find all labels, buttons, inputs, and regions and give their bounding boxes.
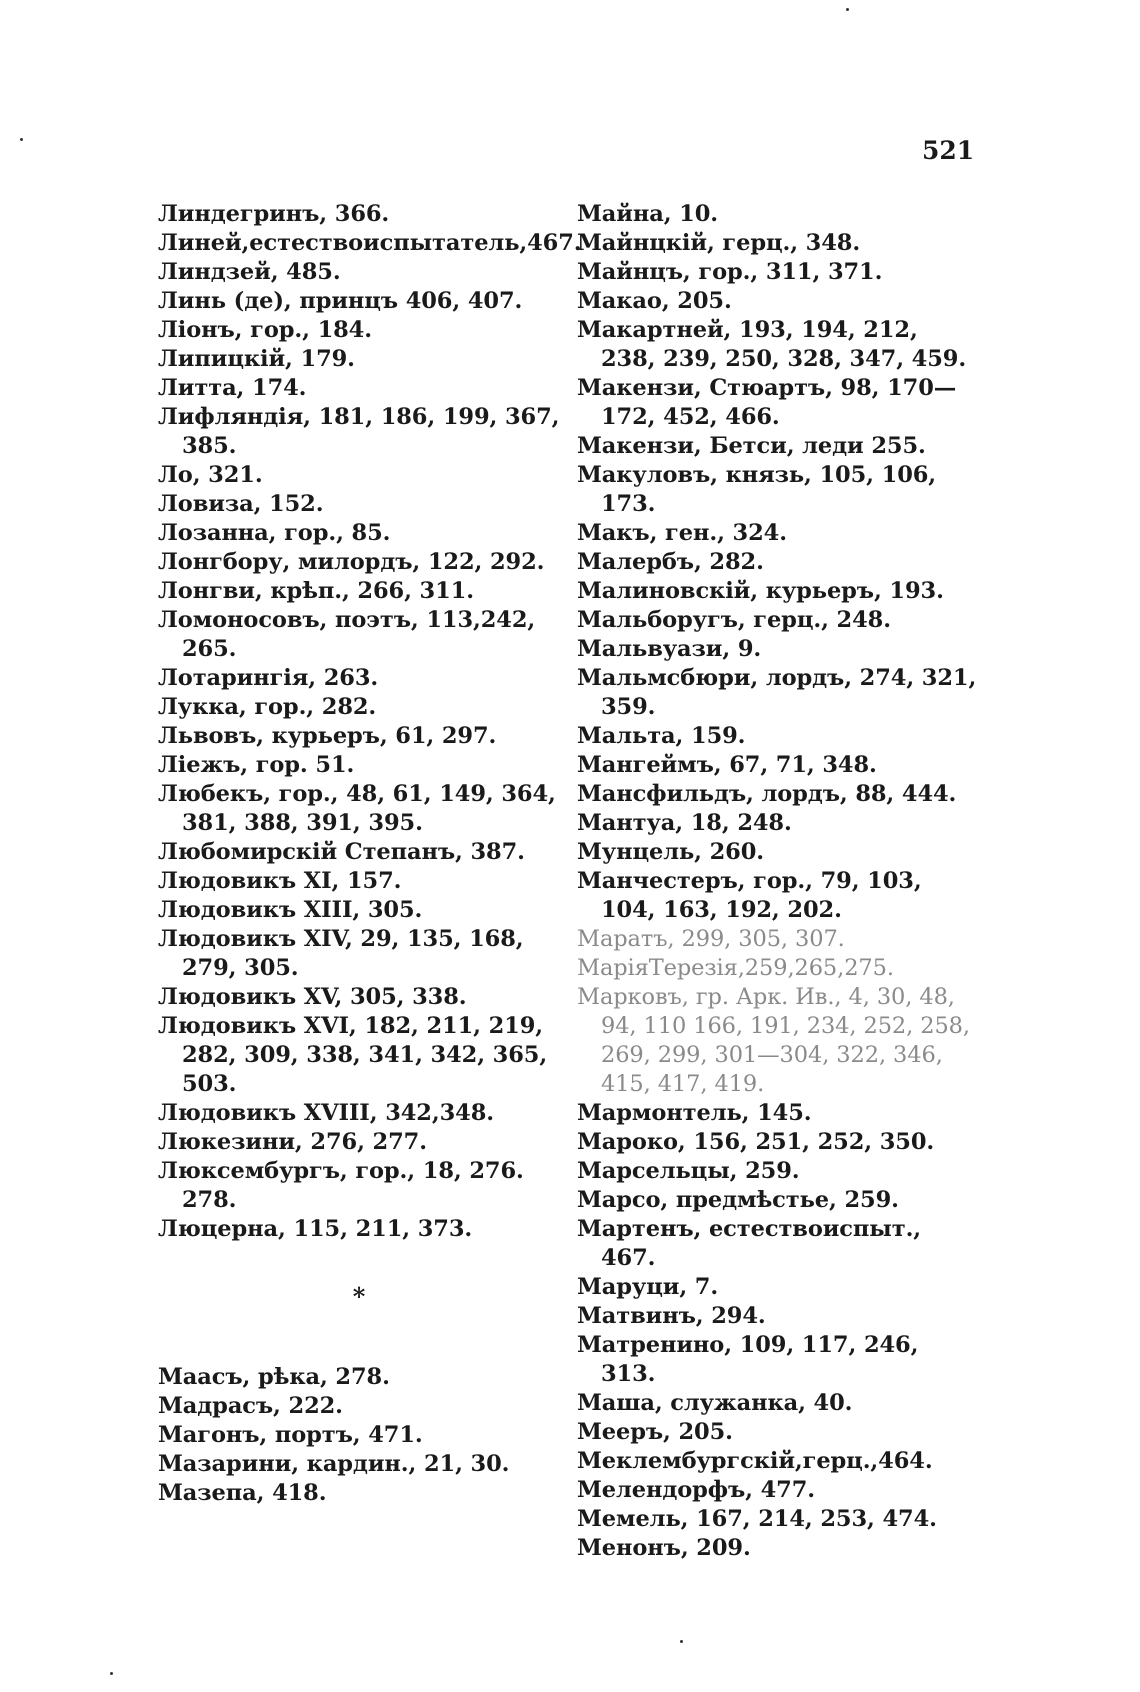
index-entry: Линь (де), принцъ 406, 407. [158,288,523,314]
index-entry: Любомирскій Степанъ, 387. [158,839,525,865]
index-entry: Мальвуази, 9. [577,636,762,662]
index-entry: Матренино, 109, 117, 246, 313. [577,1332,919,1387]
index-entry: Мадрасъ, 222. [158,1393,343,1419]
index-entry: Мармонтель, 145. [577,1100,812,1126]
index-entry: Маруци, 7. [577,1274,719,1300]
index-entry: Ло, 321. [158,462,263,488]
index-entry: Лонгви, крѣп., 266, 311. [158,578,474,604]
index-entry: Мальборугъ, герц., 248. [577,607,891,633]
index-entry: Мальмсбюри, лордъ, 274, 321, 359. [577,665,977,720]
index-entry: Малиновскій, курьеръ, 193. [577,578,944,604]
index-entry: Макао, 205. [577,288,732,314]
index-entry: Линдзей, 485. [158,259,341,285]
index-entry: Мансфильдъ, лордъ, 88, 444. [577,781,957,807]
index-entry: Мартенъ, естествоиспыт., 467. [577,1216,922,1271]
index-entry: Макъ, ген., 324. [577,520,787,546]
index-entry: Макензи, Бетси, леди 255. [577,433,926,459]
index-entry: Мазепа, 418. [158,1480,327,1506]
index-entry: Майнцкій, герц., 348. [577,230,861,256]
index-entry: Лотарингія, 263. [158,665,379,691]
index-entry: МаріяТерезія,259,265,275. [577,955,894,981]
index-entry: Маша, служанка, 40. [577,1390,853,1416]
index-entry: Макуловъ, князь, 105, 106, 173. [577,462,937,517]
print-speck [110,1672,113,1675]
index-entry: Лонгбору, милордъ, 122, 292. [158,549,545,575]
index-entry: Макензи, Стюартъ, 98, 170—172, 452, 466. [577,375,957,430]
index-entry: Людовикъ XIII, 305. [158,897,423,923]
index-entry: Мангеймъ, 67, 71, 348. [577,752,877,778]
index-entry: Марсельцы, 259. [577,1158,800,1184]
index-entry: Людовикъ XI, 157. [158,868,402,894]
index-entry: Лукка, гор., 282. [158,694,377,720]
index-entry: Марковъ, гр. Арк. Ив., 4, 30, 48, 94, 110 166, 191, 234, 252, 258, 269, 299, 301—304, 322, 346, 415, 417, 419. [577,984,970,1097]
index-entry: Мееръ, 205. [577,1419,733,1445]
print-speck [20,138,23,141]
index-entry: Марсо, предмѣстье, 259. [577,1187,899,1213]
index-entry: Ломоносовъ, поэтъ, 113,242, 265. [158,607,536,662]
index-column-right [577,200,979,1563]
index-entry: Ловиза, 152. [158,491,324,517]
index-entry: Майна, 10. [577,201,719,227]
index-entry: Люксембургъ, гор., 18, 276. 278. [158,1158,524,1213]
index-entry: Ліежъ, гор. 51. [158,752,355,778]
index-column-left [158,200,582,1508]
index-entry: Меклембургскій,герц.,464. [577,1448,933,1474]
index-entry: Людовикъ XVIII, 342,348. [158,1100,494,1126]
index-entry: Мемель, 167, 214, 253, 474. [577,1506,937,1532]
index-entry: Магонъ, портъ, 471. [158,1422,423,1448]
index-entry: Маратъ, 299, 305, 307. [577,926,845,952]
index-entry: Лозанна, гор., 85. [158,520,391,546]
index-entry: Менонъ, 209. [577,1535,751,1561]
index-entry: Людовикъ XV, 305, 338. [158,984,467,1010]
index-entry: Маасъ, рѣка, 278. [158,1364,390,1390]
index-entry: Мелендорфъ, 477. [577,1477,816,1503]
index-entry: Макартней, 193, 194, 212, 238, 239, 250, 328, 347, 459. [577,317,967,372]
index-entry: Лифляндія, 181, 186, 199, 367, 385. [158,404,560,459]
index-entry: Любекъ, гор., 48, 61, 149, 364, 381, 388, 391, 395. [158,781,556,836]
print-speck [846,8,849,11]
index-entry: Манчестеръ, гор., 79, 103, 104, 163, 192, 202. [577,868,922,923]
index-entry: Матвинъ, 294. [577,1303,766,1329]
index-entry: Мантуа, 18, 248. [577,810,792,836]
section-separator: * [352,1282,366,1311]
index-entry: Линей,естествоиспытатель,467. [158,230,582,256]
index-entry: Мальта, 159. [577,723,746,749]
index-entry: Люцерна, 115, 211, 373. [158,1216,473,1242]
index-entry: Людовикъ XVI, 182, 211, 219, 282, 309, 338, 341, 342, 365, 503. [158,1013,548,1097]
index-entry: Мароко, 156, 251, 252, 350. [577,1129,935,1155]
index-entry: Людовикъ XIV, 29, 135, 168, 279, 305. [158,926,524,981]
index-entry: Львовъ, курьеръ, 61, 297. [158,723,497,749]
index-entry: Ліонъ, гор., 184. [158,317,372,343]
index-entry: Литта, 174. [158,375,307,401]
page-number: 521 [922,136,975,165]
index-entry: Липицкій, 179. [158,346,355,372]
index-entry: Майнцъ, гор., 311, 371. [577,259,883,285]
print-speck [680,1640,683,1643]
index-entry: Линдегринъ, 366. [158,201,390,227]
index-entry: Мазарини, кардин., 21, 30. [158,1451,510,1477]
index-entry: Малербъ, 282. [577,549,764,575]
index-entry: Люкезини, 276, 277. [158,1129,427,1155]
index-entry: Мунцель, 260. [577,839,765,865]
